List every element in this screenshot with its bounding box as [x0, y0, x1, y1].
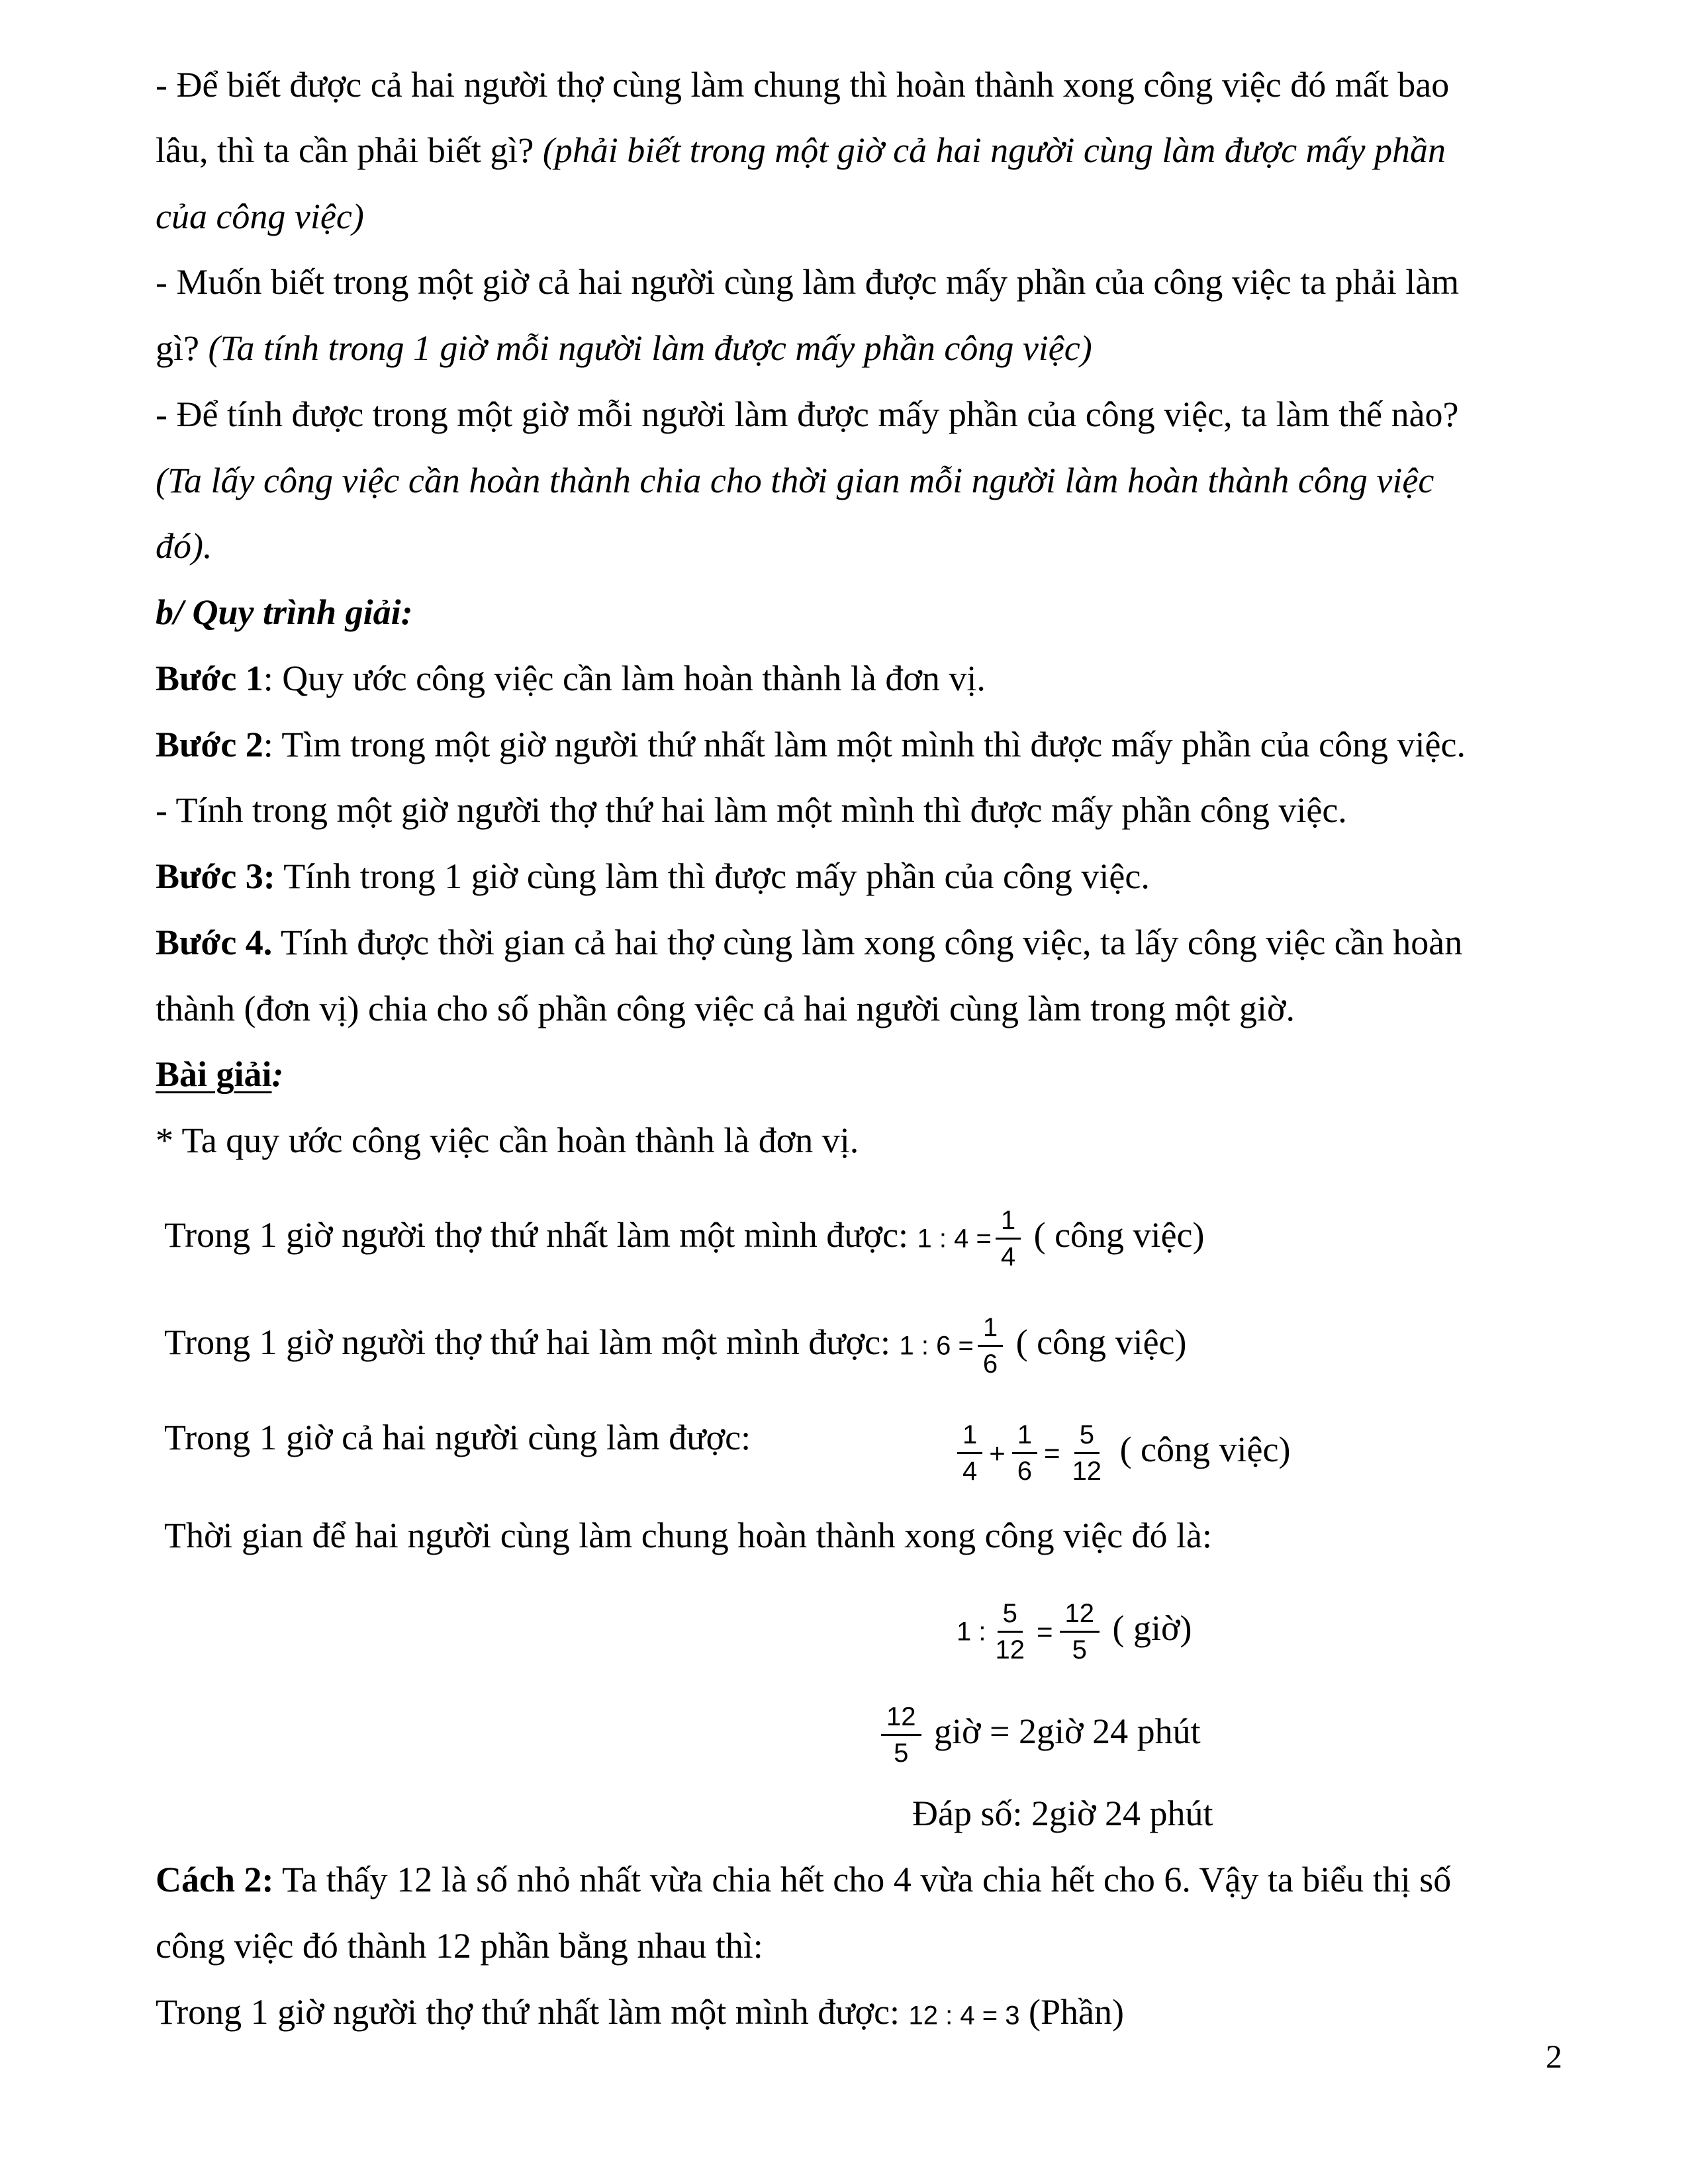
step-2-detail: - Tính trong một giờ người thợ thứ hai làm một mình thì được mấy phần công việc.	[156, 790, 1347, 830]
fraction: $\frac{12}{5}$	[881, 1700, 921, 1770]
method-2: Cách 2: Ta thấy 12 là số nhỏ nhất vừa chia hết cho 4 vừa chia hết cho 6. Vậy ta biểu thị số	[156, 1860, 1452, 1899]
fraction: $\frac{1}{4}$	[996, 1203, 1021, 1274]
paragraph-line: - Để tính được trong một giờ mỗi người làm được mấy phần của công việc, ta làm thế nào?	[156, 394, 1459, 434]
paragraph-line: đó).	[156, 526, 212, 566]
section-heading: b/ Quy trình giải:	[156, 592, 413, 632]
step-3: Bước 3: Tính trong 1 giờ cùng làm thì được mấy phần của công việc.	[156, 856, 1150, 896]
fraction: $\frac{1}{6}$	[1012, 1418, 1037, 1488]
solution-line-2: Trong 1 giờ người thợ thứ hai làm một mình được: 1 : 6 = $\frac{1}{6}$ ( công việc)	[164, 1310, 1186, 1381]
step-4-detail: thành (đơn vị) chia cho số phần công việc cả hai người cùng làm trong một giờ.	[156, 989, 1295, 1028]
step-2: Bước 2: Tìm trong một giờ người thứ nhất làm một mình thì được mấy phần của công việc.	[156, 725, 1466, 764]
solution-intro: * Ta quy ước công việc cần hoàn thành là đơn vị.	[156, 1120, 859, 1160]
fraction: $\frac{5}{12}$	[990, 1596, 1030, 1667]
method-2-line: Trong 1 giờ người thợ thứ nhất làm một mình được: 12 : 4 = 3 (Phần)	[156, 1992, 1124, 2032]
fraction: $\frac{12}{5}$	[1060, 1596, 1100, 1667]
solution-line-1: Trong 1 giờ người thợ thứ nhất làm một mình được: 1 : 4 = $\frac{1}{4}$ ( công việc)	[164, 1203, 1204, 1274]
paragraph-line: của công việc)	[156, 197, 364, 236]
solution-line-3: Trong 1 giờ cả hai người cùng làm được:	[164, 1418, 751, 1457]
paragraph-line: - Để biết được cả hai người thợ cùng làm chung thì hoàn thành xong công việc đó mất bao	[156, 65, 1450, 105]
solution-heading: Bài giải:	[156, 1054, 284, 1094]
method-2-detail: công việc đó thành 12 phần bằng nhau thì:	[156, 1926, 763, 1966]
page-number: 2	[1546, 2038, 1562, 2075]
solution-line-4: Thời gian để hai người cùng làm chung hoàn thành xong công việc đó là:	[164, 1516, 1213, 1555]
paragraph-line: gì? (Ta tính trong 1 giờ mỗi người làm được mấy phần công việc)	[156, 328, 1092, 368]
step-1: Bước 1: Quy ước công việc cần làm hoàn thành là đơn vị.	[156, 659, 986, 698]
solution-line-3-expr: $\frac{1}{4}$ + $\frac{1}{6}$ = $\frac{5}{12}$ ( công việc)	[953, 1418, 1290, 1488]
fraction: $\frac{1}{6}$	[978, 1310, 1003, 1381]
step-4: Bước 4. Tính được thời gian cả hai thợ cùng làm xong công việc, ta lấy công việc cần hoàn	[156, 923, 1463, 962]
final-answer: Đáp số: 2giờ 24 phút	[912, 1794, 1213, 1833]
fraction: $\frac{1}{4}$	[957, 1418, 982, 1488]
paragraph-line: lâu, thì ta cần phải biết gì? (phải biết trong một giờ cả hai người cùng làm được mấy phần	[156, 130, 1446, 170]
fraction: $\frac{5}{12}$	[1067, 1418, 1107, 1488]
conversion-line: $\frac{12}{5}$ giờ = 2giờ 24 phút	[877, 1700, 1201, 1770]
paragraph-line: (Ta lấy công việc cần hoàn thành chia cho thời gian mỗi người làm hoàn thành công việc	[156, 461, 1434, 500]
paragraph-line: - Muốn biết trong một giờ cả hai người cùng làm được mấy phần của công việc ta phải làm	[156, 262, 1460, 302]
solution-line-4-expr: 1 : $\frac{5}{12}$ = $\frac{12}{5}$ ( giờ)	[957, 1596, 1192, 1667]
